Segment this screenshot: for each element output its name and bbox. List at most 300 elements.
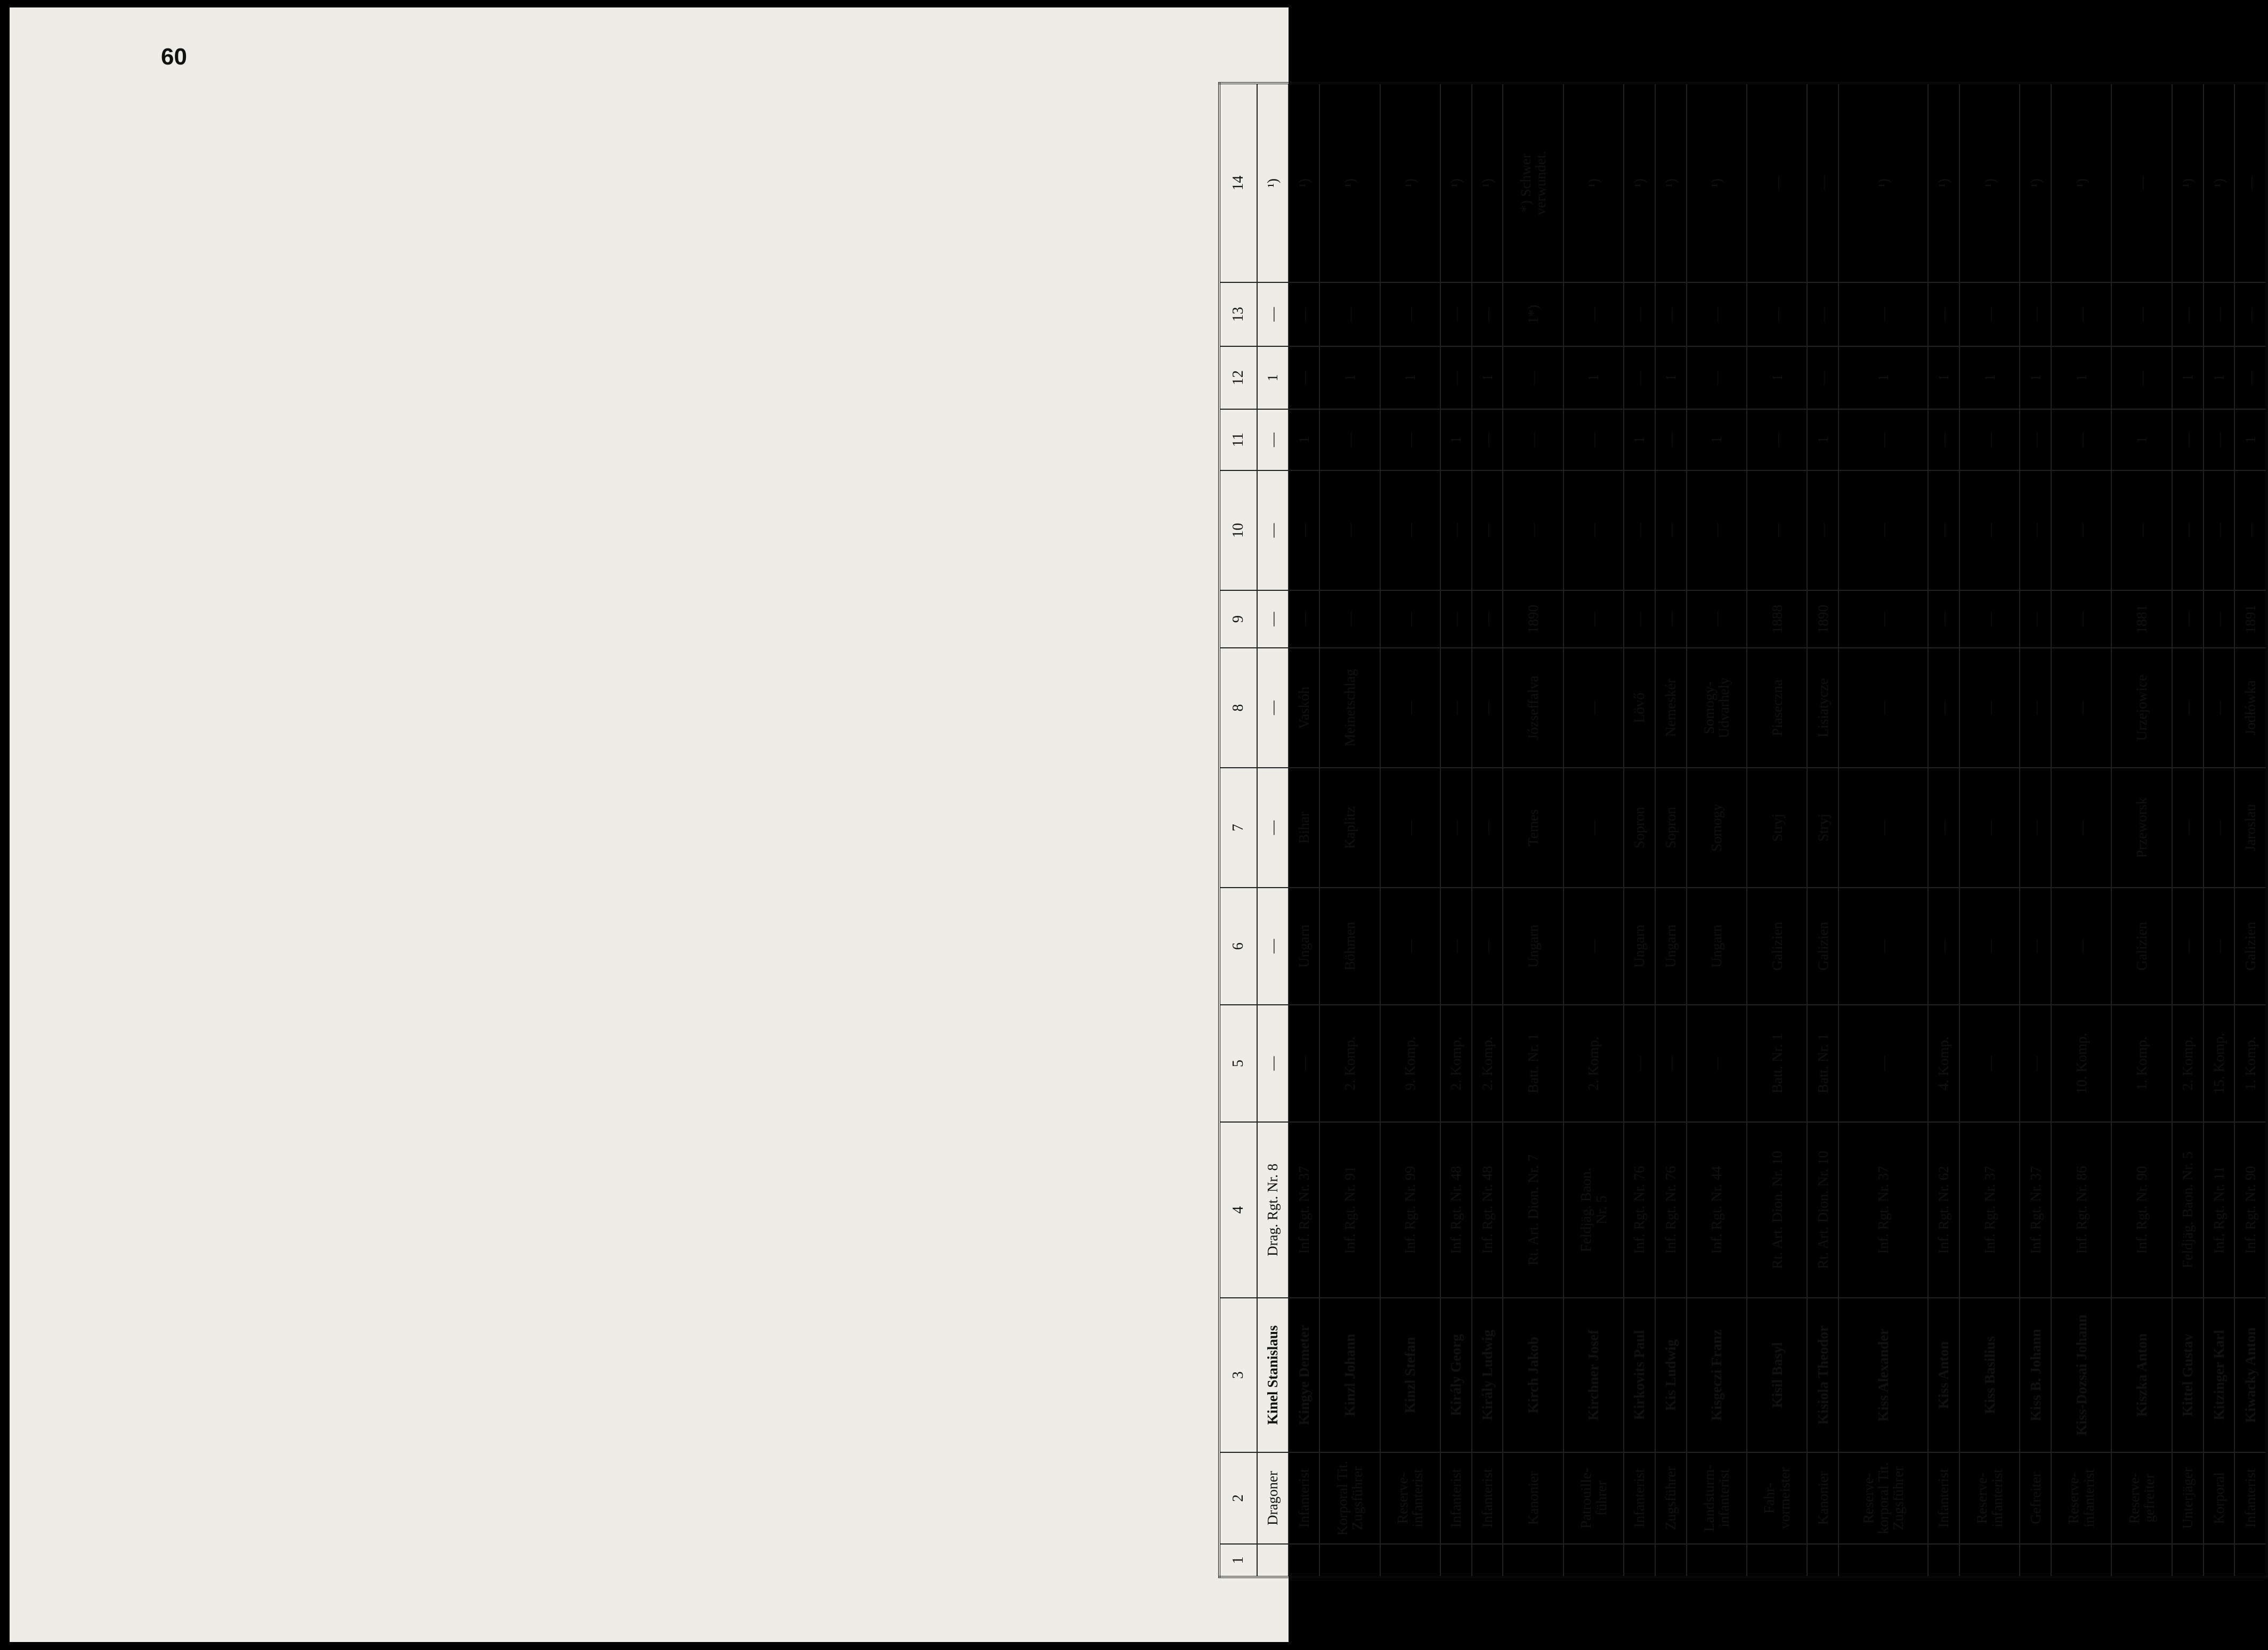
col12-cell: — — [1687, 346, 1747, 409]
col11-cell: — — [1928, 409, 1959, 470]
remark-cell: — — [1807, 83, 1838, 282]
col11-cell: — — [1319, 409, 1380, 470]
unit-cell: Inf. Rgt. Nr. 90 — [2111, 1122, 2172, 1298]
country-cell: — — [1928, 888, 1959, 1005]
subunit-cell: Batt. Nr. 1 — [1807, 1005, 1838, 1122]
unit-cell: Inf. Rgt. Nr. 37 — [1289, 1122, 1320, 1298]
col11-cell: 1 — [1624, 409, 1655, 470]
unit-cell: Inf. Rgt. Nr. 37 — [1838, 1122, 1928, 1298]
table-row — [2234, 83, 2267, 1577]
unit-cell: Inf. Rgt. Nr. 37 — [2020, 1122, 2051, 1298]
district-cell: — — [2020, 768, 2051, 888]
year-cell: — — [1655, 590, 1687, 648]
col1-cell — [1257, 1544, 1289, 1577]
subunit-cell: 1. Komp. — [2111, 1005, 2172, 1122]
rank-cell: Kanonier — [1503, 1452, 1563, 1544]
col11-cell: — — [2020, 409, 2051, 470]
rank-cell: Infanterist — [2234, 1452, 2267, 1544]
col11-cell: 1 — [2111, 409, 2172, 470]
col12-cell: 1 — [1838, 346, 1928, 409]
rank-cell: Infanterist — [1440, 1452, 1472, 1544]
year-cell: — — [1319, 590, 1380, 648]
col1-cell — [1503, 1544, 1563, 1577]
subunit-cell: 4. Komp. — [1928, 1005, 1959, 1122]
subunit-cell: — — [1687, 1005, 1747, 1122]
rotated-table-container — [1218, 84, 2268, 1578]
country-cell: — — [2172, 888, 2204, 1005]
table-row — [1472, 83, 1503, 1577]
year-cell: — — [1440, 590, 1472, 648]
col12-cell: — — [1289, 346, 1320, 409]
unit-cell: Inf. Rgt. Nr. 48 — [1440, 1122, 1472, 1298]
country-cell: — — [1564, 888, 1624, 1005]
country-cell: Ungarn — [1503, 888, 1563, 1005]
subunit-cell: — — [1655, 1005, 1687, 1122]
table-row — [1289, 83, 1320, 1577]
district-cell: Somogy — [1687, 768, 1747, 888]
rank-cell: Landsturm- infanterist — [1687, 1452, 1747, 1544]
name-cell: Kis Ludwig — [1655, 1298, 1687, 1452]
name-cell: Kittel Gustav — [2172, 1298, 2204, 1452]
country-cell: Ungarn — [1687, 888, 1747, 1005]
remark-cell: ¹) — [1472, 83, 1503, 282]
country-cell: — — [1472, 888, 1503, 1005]
rank-cell: Infanterist — [1624, 1452, 1655, 1544]
name-cell: Kiszka Anton — [2111, 1298, 2172, 1452]
subunit-cell: 2. Komp. — [1472, 1005, 1503, 1122]
col10-cell: — — [1624, 470, 1655, 590]
unit-cell: Inf. Rgt. Nr. 99 — [1380, 1122, 1440, 1298]
rank-cell: Reserve- infanterist — [1959, 1452, 2020, 1544]
place-cell: Jodłówka — [2234, 648, 2267, 768]
name-cell: Kisil Basyl — [1747, 1298, 1807, 1452]
table-row — [2172, 83, 2204, 1577]
col12-cell: — — [2234, 346, 2267, 409]
remark-cell: ¹) — [2020, 83, 2051, 282]
col11-cell: — — [2204, 409, 2235, 470]
subunit-cell: — — [1257, 1005, 1289, 1122]
unit-cell: Inf. Rgt. Nr. 76 — [1624, 1122, 1655, 1298]
col13-cell: — — [1624, 282, 1655, 346]
col1-cell — [2020, 1544, 2051, 1577]
place-cell: — — [1959, 648, 2020, 768]
place-cell: Vaskóh — [1289, 648, 1320, 768]
country-cell: — — [1380, 888, 1440, 1005]
col12-cell: — — [2111, 346, 2172, 409]
unit-cell: Feldjäg. Baon. Nr. 5 — [1564, 1122, 1624, 1298]
district-cell: — — [1257, 768, 1289, 888]
subunit-cell: 2. Komp. — [2172, 1005, 2204, 1122]
col12-cell: 1 — [2020, 346, 2051, 409]
column-header: 8 — [1219, 648, 1257, 768]
district-cell: — — [1928, 768, 1959, 888]
country-cell: Ungarn — [1655, 888, 1687, 1005]
rank-cell: Kanonier — [1807, 1452, 1838, 1544]
col11-cell: — — [1472, 409, 1503, 470]
col1-cell — [2204, 1544, 2235, 1577]
place-cell: — — [2020, 648, 2051, 768]
col12-cell: 1 — [1472, 346, 1503, 409]
col11-cell: — — [1838, 409, 1928, 470]
country-cell: — — [1257, 888, 1289, 1005]
name-cell: Kisiola Theodor — [1807, 1298, 1838, 1452]
col10-cell: — — [1747, 470, 1807, 590]
name-cell: Kiss B. Johann — [2020, 1298, 2051, 1452]
col11-cell: — — [1503, 409, 1563, 470]
table-row — [2020, 83, 2051, 1577]
name-cell: Kirkovits Paul — [1624, 1298, 1655, 1452]
place-cell: — — [2204, 648, 2235, 768]
district-cell: — — [1472, 768, 1503, 888]
column-header: 1 — [1219, 1544, 1257, 1577]
col13-cell: — — [1289, 282, 1320, 346]
district-cell: Kaplitz — [1319, 768, 1380, 888]
table-row — [1687, 83, 1747, 1577]
col11-cell: — — [1380, 409, 1440, 470]
rank-cell: Korporal Tit. Zugsführer — [1319, 1452, 1380, 1544]
country-cell: — — [2020, 888, 2051, 1005]
remark-cell: ¹) — [1687, 83, 1747, 282]
col10-cell: — — [1257, 470, 1289, 590]
year-cell: — — [1564, 590, 1624, 648]
col11-cell: — — [2051, 409, 2111, 470]
remark-cell: ¹) — [2204, 83, 2235, 282]
table-row — [2051, 83, 2111, 1577]
rank-cell: Reserve- korporal Tit. Zugsführer — [1838, 1452, 1928, 1544]
subunit-cell: — — [2020, 1005, 2051, 1122]
col12-cell: — — [1440, 346, 1472, 409]
table-row — [1807, 83, 1838, 1577]
col1-cell — [2051, 1544, 2111, 1577]
rank-cell: Reserve- infanterist — [1380, 1452, 1440, 1544]
country-cell: Ungarn — [1624, 888, 1655, 1005]
col12-cell: — — [1807, 346, 1838, 409]
place-cell: Somogy- Udvarhely — [1687, 648, 1747, 768]
name-cell: Kinzl Stefan — [1380, 1298, 1440, 1452]
col13-cell: — — [1440, 282, 1472, 346]
col1-cell — [1472, 1544, 1503, 1577]
district-cell: — — [2172, 768, 2204, 888]
col10-cell: — — [1440, 470, 1472, 590]
year-cell: — — [1928, 590, 1959, 648]
col10-cell: — — [1655, 470, 1687, 590]
district-cell: — — [1564, 768, 1624, 888]
column-header: 14 — [1219, 83, 1257, 282]
table-row — [1838, 83, 1928, 1577]
col1-cell — [2234, 1544, 2267, 1577]
remark-cell: ¹) — [1624, 83, 1655, 282]
year-cell: 1881 — [2111, 590, 2172, 648]
district-cell: — — [2051, 768, 2111, 888]
unit-cell: Rt. Art. Dion. Nr. 10 — [1747, 1122, 1807, 1298]
rank-cell: Infanterist — [1472, 1452, 1503, 1544]
col10-cell: — — [1289, 470, 1320, 590]
place-cell: — — [1380, 648, 1440, 768]
year-cell: — — [2020, 590, 2051, 648]
subunit-cell: — — [1289, 1005, 1320, 1122]
country-cell: Galizien — [2234, 888, 2267, 1005]
place-cell: — — [1440, 648, 1472, 768]
district-cell: — — [1440, 768, 1472, 888]
remark-cell: ¹) — [1959, 83, 2020, 282]
country-cell: Böhmen — [1319, 888, 1380, 1005]
name-cell: Kiwacky Anton — [2234, 1298, 2267, 1452]
year-cell: — — [1687, 590, 1747, 648]
table-row — [2111, 83, 2172, 1577]
col10-cell: — — [2051, 470, 2111, 590]
rank-cell: Zugsführer — [1655, 1452, 1687, 1544]
year-cell: 1888 — [1747, 590, 1807, 648]
place-cell: — — [1257, 648, 1289, 768]
district-cell: — — [1838, 768, 1928, 888]
unit-cell: Inf. Rgt. Nr. 11 — [2204, 1122, 2235, 1298]
col10-cell: — — [1959, 470, 2020, 590]
subunit-cell: Batt. Nr. 1 — [1747, 1005, 1807, 1122]
place-cell: — — [2172, 648, 2204, 768]
rank-cell: Patrouille- führer — [1564, 1452, 1624, 1544]
col12-cell: — — [1503, 346, 1563, 409]
table-row — [1928, 83, 1959, 1577]
col13-cell: — — [1807, 282, 1838, 346]
table-row — [1503, 83, 1563, 1577]
subunit-cell: — — [1624, 1005, 1655, 1122]
place-cell: — — [1838, 648, 1928, 768]
name-cell: Kiss-Dozsai Johann — [2051, 1298, 2111, 1452]
country-cell: — — [1838, 888, 1928, 1005]
table-row — [1380, 83, 1440, 1577]
col13-cell: — — [2051, 282, 2111, 346]
rank-cell: Reserve- gefreiter — [2111, 1452, 2172, 1544]
col13-cell: — — [2111, 282, 2172, 346]
col12-cell: 1 — [1319, 346, 1380, 409]
col10-cell: — — [1472, 470, 1503, 590]
col10-cell: — — [2234, 470, 2267, 590]
col11-cell: 1 — [2234, 409, 2267, 470]
col1-cell — [1624, 1544, 1655, 1577]
country-cell: Galizien — [2111, 888, 2172, 1005]
year-cell: — — [2172, 590, 2204, 648]
table-row — [1319, 83, 1380, 1577]
col12-cell: 1 — [1564, 346, 1624, 409]
column-header: 10 — [1219, 470, 1257, 590]
remark-cell: ¹) — [1257, 83, 1289, 282]
place-cell: Piaseczna — [1747, 648, 1807, 768]
name-cell: Kinel Stanislaus — [1257, 1298, 1289, 1452]
remark-cell: *) Schwer verwundet. — [1503, 83, 1563, 282]
unit-cell: Inf. Rgt. Nr. 48 — [1472, 1122, 1503, 1298]
col1-cell — [1289, 1544, 1320, 1577]
remark-cell: ¹) — [1655, 83, 1687, 282]
table-row — [1747, 83, 1807, 1577]
country-cell: Galizien — [1807, 888, 1838, 1005]
place-cell: Urzejowice — [2111, 648, 2172, 768]
col13-cell: — — [2234, 282, 2267, 346]
country-cell: Galizien — [1747, 888, 1807, 1005]
col1-cell — [1838, 1544, 1928, 1577]
column-header: 13 — [1219, 282, 1257, 346]
name-cell: Kirchner Josef — [1564, 1298, 1624, 1452]
table-row — [1440, 83, 1472, 1577]
col12-cell: 1 — [2172, 346, 2204, 409]
col12-cell: 1 — [1380, 346, 1440, 409]
table-row — [1564, 83, 1624, 1577]
year-cell: — — [1624, 590, 1655, 648]
unit-cell: Inf. Rgt. Nr. 86 — [2051, 1122, 2111, 1298]
place-cell: — — [1472, 648, 1503, 768]
col1-cell — [2111, 1544, 2172, 1577]
remark-cell: — — [1747, 83, 1807, 282]
rank-cell: Korporal — [2204, 1452, 2235, 1544]
scanned-page — [10, 7, 2258, 1642]
year-cell: — — [2051, 590, 2111, 648]
remark-cell: ¹) — [1289, 83, 1320, 282]
table-row — [1959, 83, 2020, 1577]
subunit-cell: 2. Komp. — [1440, 1005, 1472, 1122]
unit-cell: Inf. Rgt. Nr. 44 — [1687, 1122, 1747, 1298]
col12-cell: 1 — [1747, 346, 1807, 409]
subunit-cell: — — [1959, 1005, 2020, 1122]
col13-cell: — — [1687, 282, 1747, 346]
remark-cell: ¹) — [1564, 83, 1624, 282]
col10-cell: — — [1687, 470, 1747, 590]
col13-cell: — — [1747, 282, 1807, 346]
col12-cell: 1 — [1928, 346, 1959, 409]
place-cell: Lövő — [1624, 648, 1655, 768]
name-cell: Kiss Alexander — [1838, 1298, 1928, 1452]
column-header: 9 — [1219, 590, 1257, 648]
col1-cell — [1655, 1544, 1687, 1577]
subunit-cell: 9. Komp. — [1380, 1005, 1440, 1122]
column-header: 2 — [1219, 1452, 1257, 1544]
col13-cell: — — [1380, 282, 1440, 346]
column-header: 12 — [1219, 346, 1257, 409]
remark-cell: — — [2111, 83, 2172, 282]
col10-cell: — — [1319, 470, 1380, 590]
col1-cell — [1319, 1544, 1380, 1577]
unit-cell: Inf. Rgt. Nr. 91 — [1319, 1122, 1380, 1298]
remark-cell: ¹) — [1928, 83, 1959, 282]
place-cell: — — [1928, 648, 1959, 768]
rank-cell: Fahr- vormeister — [1747, 1452, 1807, 1544]
col1-cell — [1807, 1544, 1838, 1577]
col10-cell: — — [2204, 470, 2235, 590]
name-cell: Kingye Demeter — [1289, 1298, 1320, 1452]
rank-cell: Infanterist — [1928, 1452, 1959, 1544]
col13-cell: — — [1257, 282, 1289, 346]
col10-cell: — — [2111, 470, 2172, 590]
col13-cell: — — [2020, 282, 2051, 346]
col10-cell: — — [2172, 470, 2204, 590]
column-header: 5 — [1219, 1005, 1257, 1122]
col13-cell: — — [2172, 282, 2204, 346]
name-cell: Király Ludwig — [1472, 1298, 1503, 1452]
year-cell: — — [1472, 590, 1503, 648]
table-row — [2204, 83, 2235, 1577]
remark-cell: ¹) — [1319, 83, 1380, 282]
unit-cell: Rt. Art. Dion. Nr. 10 — [1807, 1122, 1838, 1298]
col13-cell: — — [1472, 282, 1503, 346]
col13-cell: — — [1655, 282, 1687, 346]
col12-cell: 1 — [1959, 346, 2020, 409]
col13-cell: — — [1319, 282, 1380, 346]
country-cell: — — [2051, 888, 2111, 1005]
col11-cell: 1 — [1289, 409, 1320, 470]
page-number: 60 — [161, 44, 187, 70]
col10-cell: — — [1564, 470, 1624, 590]
country-cell: — — [2204, 888, 2235, 1005]
col1-cell — [1440, 1544, 1472, 1577]
name-cell: Kiss Basilius — [1959, 1298, 2020, 1452]
rank-cell: Gefreiter — [2020, 1452, 2051, 1544]
col1-cell — [1928, 1544, 1959, 1577]
col11-cell: 1 — [1687, 409, 1747, 470]
name-cell: Kinzl Johann — [1319, 1298, 1380, 1452]
unit-cell: Inf. Rgt. Nr. 90 — [2234, 1122, 2267, 1298]
place-cell: Lisiatycze — [1807, 648, 1838, 768]
subunit-cell: 2. Komp. — [1564, 1005, 1624, 1122]
table-row — [1624, 83, 1655, 1577]
col11-cell: — — [1655, 409, 1687, 470]
country-cell: — — [1959, 888, 2020, 1005]
col10-cell: — — [1503, 470, 1563, 590]
place-cell: Józseffalva — [1503, 648, 1563, 768]
col1-cell — [1380, 1544, 1440, 1577]
district-cell: Bihar — [1289, 768, 1320, 888]
subunit-cell: 2. Komp. — [1319, 1005, 1380, 1122]
place-cell: — — [1564, 648, 1624, 768]
country-cell: — — [1440, 888, 1472, 1005]
year-cell: 1890 — [1503, 590, 1563, 648]
col12-cell: 1 — [1257, 346, 1289, 409]
year-cell: — — [2204, 590, 2235, 648]
col13-cell: — — [1564, 282, 1624, 346]
column-header: 3 — [1219, 1298, 1257, 1452]
col12-cell: 1 — [2051, 346, 2111, 409]
district-cell: Przeworsk — [2111, 768, 2172, 888]
name-cell: Kisgeczi Franz — [1687, 1298, 1747, 1452]
district-cell: Stryj — [1807, 768, 1838, 888]
unit-cell: Inf. Rgt. Nr. 62 — [1928, 1122, 1959, 1298]
col11-cell: — — [1747, 409, 1807, 470]
place-cell: Nemeskér — [1655, 648, 1687, 768]
table-body — [1257, 83, 2267, 1577]
year-cell: 1890 — [1807, 590, 1838, 648]
unit-cell: Inf. Rgt. Nr. 76 — [1655, 1122, 1687, 1298]
unit-cell: Drag. Rgt. Nr. 8 — [1257, 1122, 1289, 1298]
col1-cell — [2172, 1544, 2204, 1577]
table-row — [1655, 83, 1687, 1577]
unit-cell: Rt. Art. Dion. Nr. 7 — [1503, 1122, 1563, 1298]
district-cell: — — [1380, 768, 1440, 888]
col13-cell: — — [1838, 282, 1928, 346]
col11-cell: — — [1564, 409, 1624, 470]
district-cell: — — [1959, 768, 2020, 888]
col10-cell: — — [1807, 470, 1838, 590]
district-cell: Temes — [1503, 768, 1563, 888]
district-cell: — — [2204, 768, 2235, 888]
rank-cell: Dragoner — [1257, 1452, 1289, 1544]
name-cell: Kitzinger Karl — [2204, 1298, 2235, 1452]
col13-cell: 1*) — [1503, 282, 1563, 346]
col12-cell: 1 — [2204, 346, 2235, 409]
unit-cell: Feldjäg. Baon. Nr. 5 — [2172, 1122, 2204, 1298]
col10-cell: — — [1928, 470, 1959, 590]
district-cell: Sopron — [1655, 768, 1687, 888]
col10-cell: — — [2020, 470, 2051, 590]
country-cell: Ungarn — [1289, 888, 1320, 1005]
district-cell: Stryj — [1747, 768, 1807, 888]
column-header: 6 — [1219, 888, 1257, 1005]
